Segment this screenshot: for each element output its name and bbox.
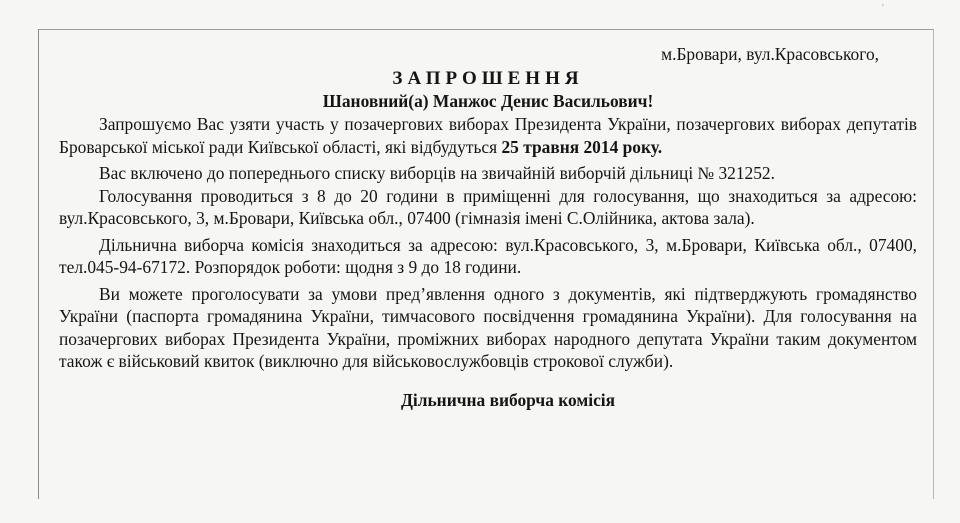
letter-title: ЗАПРОШЕННЯ <box>392 68 584 89</box>
invitation-text: Запрошуємо Вас узяти участь у позачергових виборах Президента України, позачергових виборах депутатів Броварської міської ради Київської області, які відбудуться <box>59 114 917 157</box>
election-date: 25 травня 2014 року. <box>501 136 663 157</box>
address-line: м.Бровари, вул.Красовського, <box>661 44 879 64</box>
paragraph-voter-list: Вас включено до попереднього списку виборців на звичайній виборчій дільниці № 321252. <box>99 163 775 183</box>
paragraph-voting-place: Голосування проводиться з 8 до 20 години в приміщенні для голосування, що знаходиться за адресою: вул.Красовського, 3, м.Бровари, Київська обл., 07400 (гімназія імені С.Олійника, актова зала). <box>59 185 917 228</box>
scan-mark: ' <box>882 3 884 14</box>
paragraph-documents: Ви можете проголосувати за умови пред’явлення одного з документів, які підтверджують громадянство України (паспорта громадянина України, тимчасового посвідчення громадянина України). Для голосування на позачергових виборах Президента України, проміжних виборах народного депутата України таким документом також є військовий квиток (виключно для військовослужбовців строкової служби). <box>59 283 917 371</box>
paragraph-commission: Дільнична виборча комісія знаходиться за адресою: вул.Красовського, 3, м.Бровари, Київська обл., 07400, тел.045-94-67172. Розпорядок роботи: щодня з 9 до 18 години. <box>59 234 917 277</box>
letter-body <box>59 43 917 411</box>
signature: Дільнична виборча комісія <box>400 389 616 410</box>
paragraph-invitation <box>59 113 917 158</box>
greeting: Шановний(а) Манжос Денис Васильович! <box>322 91 654 111</box>
